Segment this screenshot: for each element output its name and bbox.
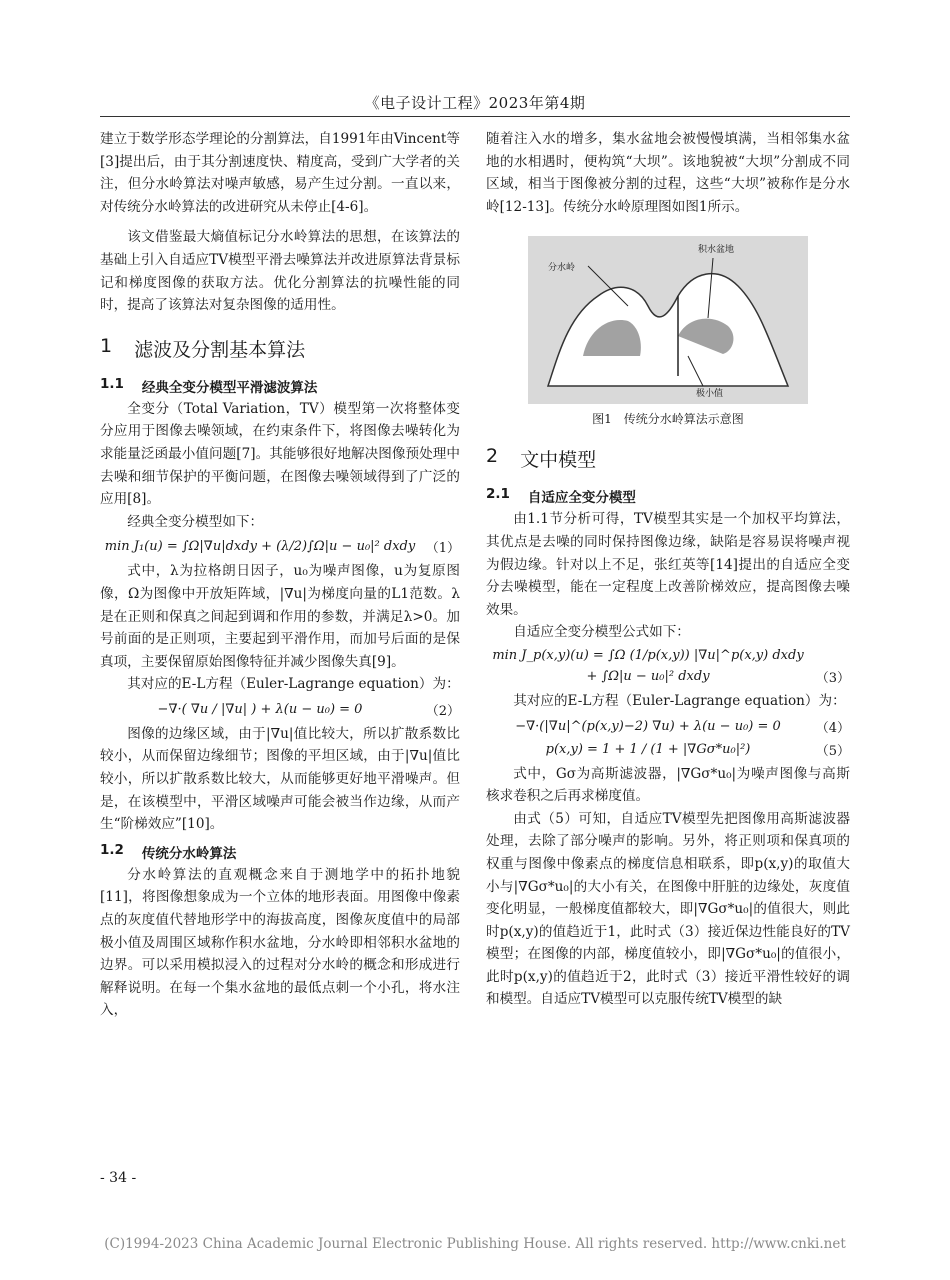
equation-5 <box>486 740 850 759</box>
section-number: 2 <box>486 445 499 468</box>
figure-label-basin: 积水盆地 <box>698 245 735 256</box>
equation-number: （1） <box>425 541 460 557</box>
equation-1 <box>100 537 460 556</box>
figure-label-min: 极小值 <box>696 389 724 400</box>
paragraph: 建立于数学形态学理论的分割算法，自1991年由Vincent等[3]提出后，由于其分割速度快、精度高，受到广大学者的关注，但分水岭算法对噪声敏感，易产生过分割。一直以来，对传统分水岭算法的改进研究从未停止[4-6]。 <box>100 131 460 215</box>
left-column <box>100 128 460 1022</box>
equation-number: （5） <box>815 743 850 759</box>
paragraph: 该文借鉴最大熵值标记分水岭算法的思想，在该算法的基础上引入自适应TV模型平滑去噪算法并改进原算法背景标记和梯度图像的获取方法。优化分割算法的抗噪性能的同时，提高了该算法对复杂图像的适用性。 <box>100 229 460 314</box>
subsection-title: 传统分水岭算法 <box>141 845 237 862</box>
equation-3-cont <box>486 667 850 686</box>
equation-body: + ∫Ω|u − u₀|² dxdy <box>586 668 710 684</box>
paragraph: 式中，Gσ为高斯滤波器，|∇Gσ*u₀|为噪声图像与高斯核求卷积之后再求梯度值。 <box>486 765 850 805</box>
equation-body: −∇·( ∇u / |∇u| ) + λ(u − u₀) = 0 <box>157 701 363 717</box>
page-number: - 34 - <box>100 1170 137 1186</box>
subsection-heading <box>100 376 460 396</box>
subsection-number: 1.2 <box>100 841 124 858</box>
paragraph: 式中，λ为拉格朗日因子，u₀为噪声图像，u为复原图像，Ω为图像中开放矩阵域，|∇u|为梯度向量的L1范数。λ是在正则和保真之间起到调和作用的参数，并满足λ>0。加号前面的是正则项，主要起到平滑作用，而加号后面的是保真项，主要保留原始图像特征并减少图像失真[9]。 <box>100 563 460 670</box>
watershed-figure <box>528 236 808 404</box>
equation-body: min J₁(u) = ∫Ω|∇u|dxdy + (λ/2)∫Ω|u − u₀|² dxdy <box>104 539 416 555</box>
paragraph: 分水岭算法的直观概念来自于测地学中的拓扑地貌[11]，将图像想象成为一个立体的地形表面。用图像中像素点的灰度值代替地形学中的海拔高度，图像灰度值中的局部极小值及周围区域称作积水盆地，分水岭即相邻积水盆地的边界。可以采用模拟浸入的过程对分水岭的概念和形成进行解释说明。在每一个集水盆地的最低点刺一个小孔，将水注入， <box>100 866 460 1019</box>
figure-caption: 图1 传统分水岭算法示意图 <box>592 412 744 427</box>
paragraph: 自适应全变分模型公式如下： <box>513 624 690 641</box>
right-column <box>486 128 850 1011</box>
subsection-number: 2.1 <box>486 486 510 503</box>
section-heading <box>100 335 460 362</box>
paragraph: 随着注入水的增多，集水盆地会被慢慢填满，当相邻集水盆地的水相遇时，便构筑“大坝”。该地貌被“大坝”分割成不同区域，相当于图像被分割的过程，这些“大坝”被称作是分水岭[12-13]。传统分水岭原理图如图1所示。 <box>486 131 850 215</box>
journal-header: 《电子设计工程》2023年第4期 <box>364 94 586 112</box>
figure-label-ridge: 分水岭 <box>548 263 576 274</box>
paragraph: 经典全变分模型如下： <box>127 513 264 530</box>
section-title: 滤波及分割基本算法 <box>134 338 306 361</box>
section-number: 1 <box>100 334 113 357</box>
subsection-heading <box>100 842 460 862</box>
paragraph: 由式（5）可知，自适应TV模型先把图像用高斯滤波器处理，去除了部分噪声的影响。另外，将正则项和保真项的权重与图像中像素点的梯度信息相联系，即p(x,y)的取值大小与|∇Gσ*u₀|的大小有关，在图像中肝脏的边缘处，灰度值变化明显，一般梯度值都较大，即|∇Gσ*u₀|的值很大，则此时p(x,y)的值趋近于1，此时式（3）接近保边性能良好的TV模型；在图像的内部，梯度值较小，即|∇Gσ*u₀|的值很小，此时p(x,y)的值趋近于2，此时式（3）接近平滑性较好的调和模型。自适应TV模型可以克服传统TV模型的缺 <box>486 810 850 1008</box>
equation-body: −∇·(|∇u|^(p(x,y)−2) ∇u) + λ(u − u₀) = 0 <box>515 718 781 734</box>
equation-number: （2） <box>425 703 460 719</box>
paragraph: 其对应的E-L方程（Euler-Lagrange equation）为： <box>513 692 846 709</box>
equation-body: min J_p(x,y)(u) = ∫Ω (1/p(x,y)) |∇u|^p(x,y) dxdy <box>492 647 804 663</box>
paragraph: 其对应的E-L方程（Euler-Lagrange equation）为： <box>127 676 460 693</box>
equation-3 <box>486 648 850 663</box>
equation-4 <box>486 717 850 736</box>
paragraph: 图像的边缘区域，由于|∇u|值比较大，所以扩散系数比较小，从而保留边缘细节；图像的平坦区域，由于|∇u|值比较小，所以扩散系数比较大，从而能够更好地平滑噪声。但是，在该模型中，平滑区域噪声可能会被当作边缘，从而产生“阶梯效应”[10]。 <box>100 725 460 833</box>
subsection-number: 1.1 <box>100 375 124 392</box>
subsection-title: 自适应全变分模型 <box>527 490 636 507</box>
paragraph: 由1.1节分析可得，TV模型其实是一个加权平均算法，其优点是去噪的同时保持图像边缘，缺陷是容易误将噪声视为假边缘。针对以上不足，张红英等[14]提出的自适应全变分去噪模型，能在一定程度上改善阶梯效应，提高图像去噪效果。 <box>486 511 850 618</box>
paragraph: 全变分（Total Variation，TV）模型第一次将整体变分应用于图像去噪领域，在约束条件下，将图像去噪转化为求能量泛函最小值问题[7]。其能够很好地解决图像预处理中去噪和细节保护的平衡问题，在图像去噪领域得到了广泛的应用[8]。 <box>100 400 460 508</box>
equation-number: （3） <box>815 670 850 686</box>
copyright-footer: (C)1994-2023 China Academic Journal Electronic Publishing House. All rights reserved. http://www.cnki.net <box>104 1236 846 1252</box>
section-heading <box>486 445 850 472</box>
equation-body: p(x,y) = 1 + 1 / (1 + |∇Gσ*u₀|²) <box>545 741 751 757</box>
section-title: 文中模型 <box>520 449 597 472</box>
equation-number: （4） <box>815 720 850 736</box>
header-rule <box>100 116 850 117</box>
subsection-title: 经典全变分模型平滑滤波算法 <box>141 379 318 396</box>
subsection-heading <box>486 486 850 506</box>
equation-2 <box>100 700 460 719</box>
